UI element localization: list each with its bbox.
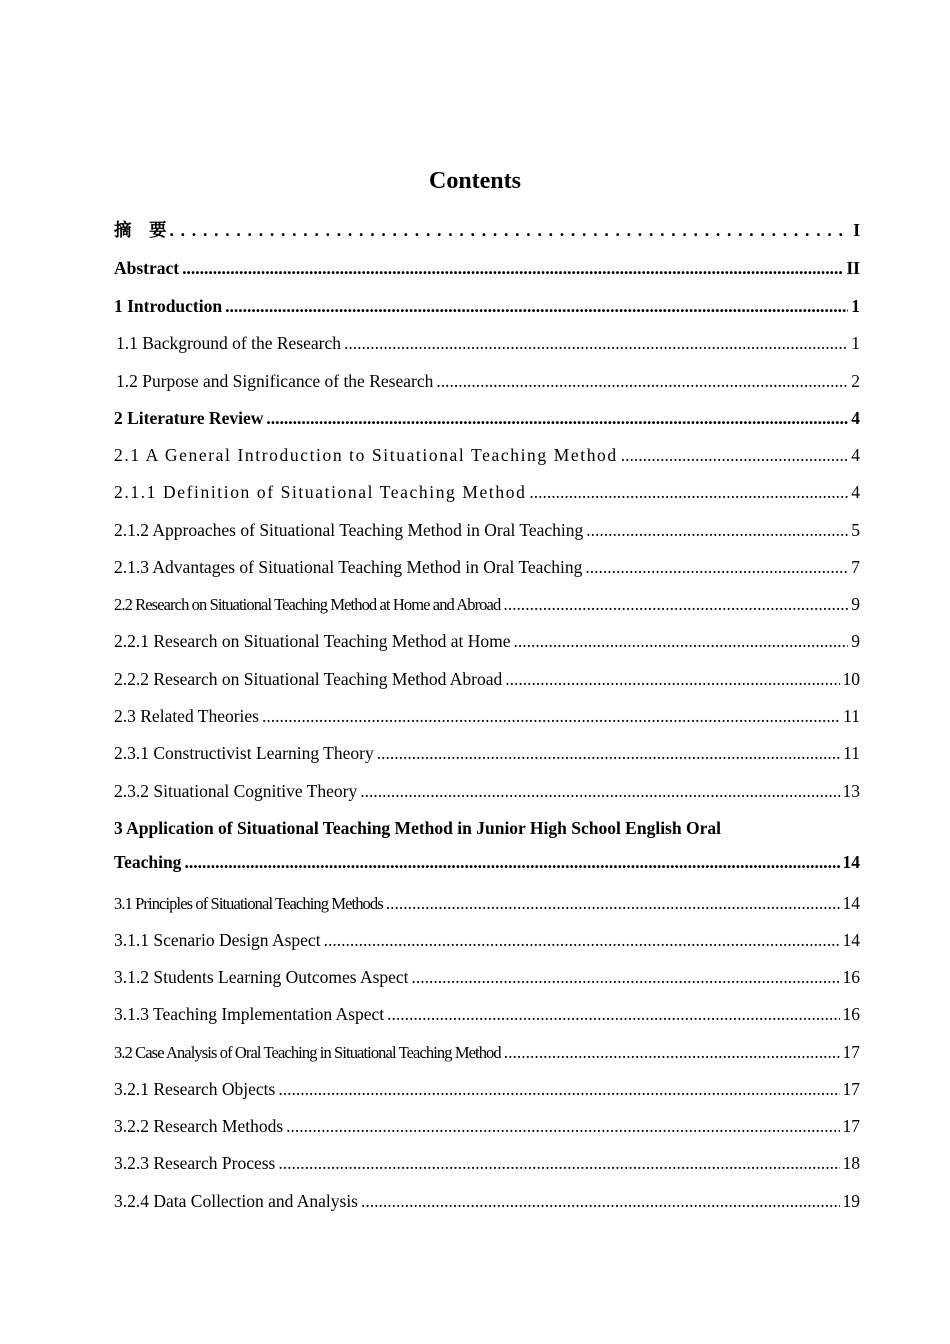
toc-page-number: 2 xyxy=(851,371,860,391)
toc-entry-abstract-cn[interactable] xyxy=(114,217,860,243)
toc-entry-label-continued: Teaching xyxy=(114,852,182,872)
toc-entry-3-2-4[interactable] xyxy=(114,1188,860,1214)
dot-leader xyxy=(513,628,848,654)
toc-page-number: 14 xyxy=(842,852,860,872)
toc-page-number: 14 xyxy=(842,930,860,950)
toc-entry-label: 2.2 Research on Situational Teaching Method at Home and Abroad xyxy=(114,595,501,614)
toc-page-number: 10 xyxy=(842,669,860,689)
dot-leader xyxy=(621,442,849,468)
page-title: Contents xyxy=(428,168,521,195)
toc-entry-2-3-2[interactable] xyxy=(114,778,860,804)
toc-page-number: 1 xyxy=(851,296,860,316)
toc-entry-label: 摘 要 xyxy=(114,220,167,240)
toc-entry-introduction[interactable] xyxy=(114,293,860,319)
toc-page-number: II xyxy=(846,258,860,278)
toc-entry-2-1-3[interactable] xyxy=(114,554,860,580)
toc-entry-2-1-2[interactable] xyxy=(114,517,860,543)
toc-entry-2-1[interactable] xyxy=(114,442,860,468)
toc-entry-label: 3.1 Principles of Situational Teaching Methods xyxy=(114,894,383,913)
toc-page-number: 16 xyxy=(842,967,860,987)
toc-entry-2-3-1[interactable] xyxy=(114,740,860,766)
dot-leader xyxy=(225,293,848,319)
toc-entry-label: 1.1 Background of the Research xyxy=(116,333,341,353)
toc-entry-label: 3.2 Case Analysis of Oral Teaching in Situational Teaching Method xyxy=(114,1043,501,1062)
toc-page-number: 9 xyxy=(851,631,860,651)
toc-entry-label: 2.1.1 Definition of Situational Teaching Method xyxy=(114,482,527,502)
toc-page-number: 1 xyxy=(851,333,860,353)
dot-leader xyxy=(412,964,840,990)
toc-entry-label: 3.1.1 Scenario Design Aspect xyxy=(114,930,321,950)
dot-leader xyxy=(503,591,848,617)
toc-entry-1-1[interactable] xyxy=(114,330,860,356)
toc-entry-3-1-3[interactable] xyxy=(114,1001,860,1027)
toc-entry-label: 3.2.1 Research Objects xyxy=(114,1079,276,1099)
toc-entry-literature-review[interactable] xyxy=(114,405,860,431)
toc-page-number: 11 xyxy=(843,706,860,726)
toc-page-number: 5 xyxy=(851,520,860,540)
toc-entry-label: Abstract xyxy=(114,258,180,278)
toc-page-number: 19 xyxy=(842,1191,860,1211)
dot-leader xyxy=(286,1113,839,1139)
dot-leader xyxy=(262,703,840,729)
dot-leader xyxy=(278,1076,839,1102)
toc-page-number: 18 xyxy=(842,1153,860,1173)
dot-leader xyxy=(504,1039,840,1065)
toc-entry-label: 2.3.2 Situational Cognitive Theory xyxy=(114,781,358,801)
toc-page-number: 17 xyxy=(842,1042,860,1062)
toc-page-number: 13 xyxy=(842,781,860,801)
dot-leader xyxy=(278,1150,839,1176)
toc-entry-label: 2.1.2 Approaches of Situational Teaching Method in Oral Teaching xyxy=(114,520,584,540)
dot-leader xyxy=(386,890,840,916)
toc-entry-3-2[interactable] xyxy=(114,1039,860,1065)
dot-leader xyxy=(387,1001,839,1027)
dot-leader xyxy=(529,479,848,505)
dot-leader xyxy=(324,927,840,953)
toc-entry-3-2-1[interactable] xyxy=(114,1076,860,1102)
toc-page-number: 14 xyxy=(842,893,860,913)
toc-entry-label: 2 Literature Review xyxy=(114,408,264,428)
toc-entry-3-2-2[interactable] xyxy=(114,1113,860,1139)
dot-leader xyxy=(182,255,843,281)
toc-entry-label: 2.2.2 Research on Situational Teaching Method Abroad xyxy=(114,669,503,689)
toc-entry-label: 3.1.2 Students Learning Outcomes Aspect xyxy=(114,967,409,987)
toc-entry-2-2-2[interactable] xyxy=(114,666,860,692)
toc-entry-abstract[interactable] xyxy=(114,255,860,281)
toc-entry-1-2[interactable] xyxy=(114,368,860,394)
dot-leader xyxy=(361,1188,840,1214)
toc-page-number: I xyxy=(853,220,860,240)
toc-entry-label: 2.3.1 Constructivist Learning Theory xyxy=(114,743,374,763)
dot-leader xyxy=(170,217,851,243)
toc-entry-label: 2.3 Related Theories xyxy=(114,706,259,726)
toc-entry-label: 3.1.3 Teaching Implementation Aspect xyxy=(114,1004,385,1024)
toc-page-number: 7 xyxy=(851,557,860,577)
toc-entry-label: 3.2.3 Research Process xyxy=(114,1153,276,1173)
toc-page-number: 4 xyxy=(851,445,860,465)
dot-leader xyxy=(505,666,839,692)
toc-page-number: 4 xyxy=(851,482,860,502)
toc-entry-label: 2.2.1 Research on Situational Teaching Method at Home xyxy=(114,631,511,651)
toc-entry-2-2[interactable] xyxy=(114,591,860,617)
toc-entry-label: 1 Introduction xyxy=(114,296,223,316)
toc-entry-3-1-2[interactable] xyxy=(114,964,860,990)
toc-page-number: 4 xyxy=(851,408,860,428)
toc-entry-label: 3 Application of Situational Teaching Method in Junior High School English Oral xyxy=(114,818,721,838)
dot-leader xyxy=(436,368,848,394)
dot-leader xyxy=(586,517,848,543)
toc-entry-label: 1.2 Purpose and Significance of the Research xyxy=(116,371,434,391)
toc-page-number: 9 xyxy=(851,594,860,614)
toc-entry-label: 2.1.3 Advantages of Situational Teaching Method in Oral Teaching xyxy=(114,557,583,577)
toc-entry-application[interactable] xyxy=(114,811,860,879)
toc-entry-3-1[interactable] xyxy=(114,890,860,916)
toc-page-number: 11 xyxy=(843,743,860,763)
toc-page-number: 17 xyxy=(842,1116,860,1136)
toc-entry-3-1-1[interactable] xyxy=(114,927,860,953)
dot-leader xyxy=(184,845,839,879)
toc-entry-label: 3.2.4 Data Collection and Analysis xyxy=(114,1191,358,1211)
toc-page-number: 16 xyxy=(842,1004,860,1024)
dot-leader xyxy=(360,778,839,804)
toc-entry-2-2-1[interactable] xyxy=(114,628,860,654)
toc-entry-label: 2.1 A General Introduction to Situational Teaching Method xyxy=(114,445,618,465)
toc-entry-2-1-1[interactable] xyxy=(114,479,860,505)
toc-page-number: 17 xyxy=(842,1079,860,1099)
dot-leader xyxy=(266,405,848,431)
dot-leader xyxy=(585,554,848,580)
dot-leader xyxy=(344,330,848,356)
dot-leader xyxy=(377,740,840,766)
toc-entry-2-3[interactable] xyxy=(114,703,860,729)
toc-entry-label: 3.2.2 Research Methods xyxy=(114,1116,284,1136)
toc-entry-3-2-3[interactable] xyxy=(114,1150,860,1176)
